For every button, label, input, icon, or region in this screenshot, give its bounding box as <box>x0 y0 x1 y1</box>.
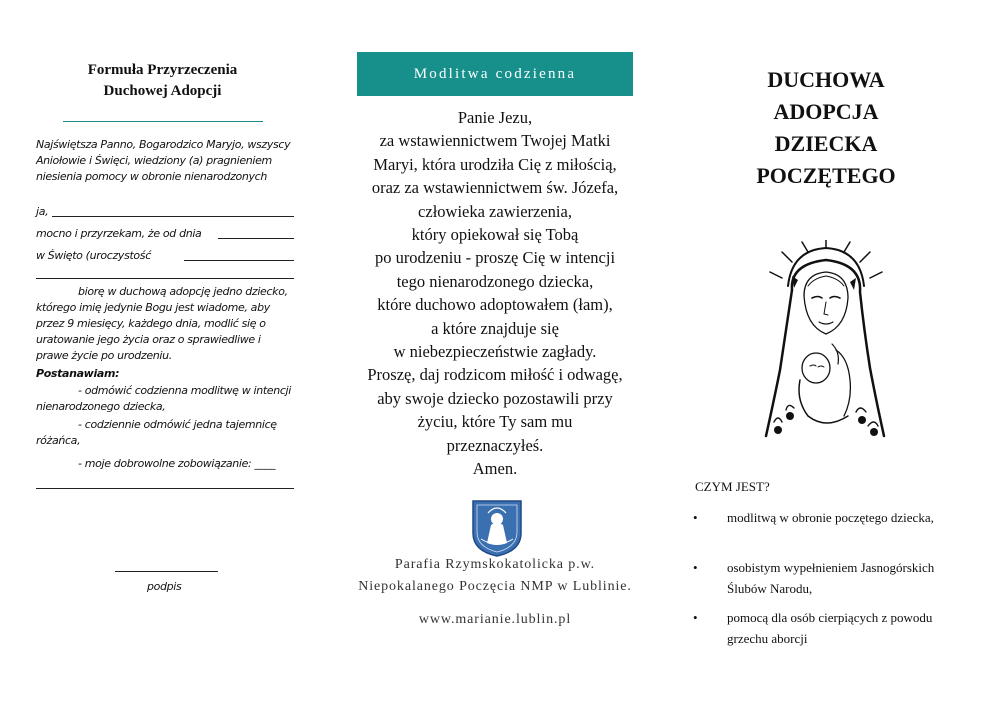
parish-logo-icon <box>471 499 523 557</box>
title-divider <box>63 121 263 122</box>
prayer-line: Proszę, daj rodzicom miłość i odwagę, <box>367 365 623 385</box>
prayer-line: przeznaczyłeś. <box>446 435 544 455</box>
prayer-line: tego nienarodzonego dziecka, <box>396 271 594 291</box>
prayer-panel <box>330 0 660 701</box>
cover-panel <box>660 0 992 701</box>
list-item <box>693 557 963 599</box>
parish-address: Niepokalanego Poczęcia NMP w Lublinie. <box>358 579 632 594</box>
list-item <box>693 507 963 549</box>
prayer-line: który opiekował się Tobą <box>411 225 579 245</box>
prayer-header: Modlitwa codzienna <box>357 52 633 96</box>
parish-name: Parafia Rzymskokatolicka p.w. <box>394 557 596 572</box>
resolution-1: - odmówić codzienna modlitwę w intencji nienarodzonego dziecka, <box>36 384 291 413</box>
name-line <box>36 204 294 220</box>
date-line <box>36 226 294 242</box>
prayer-line: oraz za wstawiennictwem św. Józefa, <box>371 178 619 198</box>
resolutions-heading-label: Postanawiam: <box>36 367 120 380</box>
prayer-line: życiu, które Ty sam mu <box>417 412 573 432</box>
list-item-text: modlitwą w obronie poczętego dziecka, <box>727 510 934 525</box>
prayer-text <box>342 106 648 481</box>
resolution-2: - codziennie odmówić jedna tajemnicę różańca, <box>36 418 277 447</box>
prayer-line: w niebezpieczeństwie zagłady. <box>393 342 597 362</box>
cover-title-line: POCZĘTEGO <box>756 163 896 188</box>
feast-line <box>36 248 294 264</box>
date-line-label: mocno i przyrzekam, że od dnia <box>36 227 202 240</box>
cover-title <box>700 64 952 192</box>
cover-title-line: ADOPCJA <box>773 99 879 124</box>
signature-line <box>115 571 218 572</box>
list-item <box>693 607 963 649</box>
signature-label: podpis <box>147 580 182 593</box>
prayer-line: a które znajduje się <box>431 318 559 338</box>
resolutions-heading <box>36 366 294 382</box>
prayer-line: Maryi, która urodziła Cię z miłością, <box>373 154 617 174</box>
pledge-title-line2: Duchowej Adopcji <box>103 83 222 99</box>
website-link[interactable]: www.marianie.lublin.pl <box>418 612 572 627</box>
prayer-line: Panie Jezu, <box>457 108 533 127</box>
blank-line <box>36 278 294 279</box>
list-item-text: pomocą dla osób cierpiących z powodu grzechu aborcji <box>727 610 933 646</box>
pledge-title <box>30 60 295 102</box>
pledge-intro: Najświętsza Panno, Bogarodzico Maryjo, wszyscy Aniołowie i Święci, wiedziony (a) pragnieniem niesienia pomocy w obronie nienarodzonych <box>36 138 291 183</box>
prayer-line: które duchowo adoptowałem (łam), <box>377 295 613 315</box>
bullet-icon: • <box>693 560 698 575</box>
bullet-icon: • <box>693 610 698 625</box>
feast-line-label: w Święto (uroczystość <box>36 249 151 262</box>
prayer-line: Amen. <box>472 459 518 479</box>
pledge-panel <box>0 0 330 701</box>
resolution-3: - moje dobrowolne zobowiązanie: ____ <box>78 457 276 470</box>
prayer-line: aby swoje dziecko pozostawili przy <box>377 388 613 408</box>
bullet-icon: • <box>693 510 698 525</box>
section-heading: CZYM JEST? <box>695 479 770 494</box>
prayer-line: człowieka zawierzenia, <box>418 201 572 221</box>
cover-title-line: DZIECKA <box>774 131 878 156</box>
pledge-body: biorę w duchową adopcję jedno dziecko, którego imię jedynie Bogu jest wiadome, aby przez 9 miesięcy, każdego dnia, modlić się o uratowanie jego życia oraz o sprawiedliwe i prawe życie po urodzeniu. <box>36 285 288 362</box>
commitment-line <box>36 488 294 489</box>
madonna-icon <box>752 240 900 440</box>
prayer-line: po urodzeniu - proszę Cię w intencji <box>374 248 616 268</box>
name-line-label: ja, <box>36 205 49 218</box>
list-item-text: osobistym wypełnieniem Jasnogórskich Ślubów Narodu, <box>727 560 935 596</box>
prayer-line: za wstawiennictwem Twojej Matki <box>379 131 611 151</box>
cover-title-line: DUCHOWA <box>767 67 885 92</box>
pledge-title-line1: Formuła Przyrzeczenia <box>87 62 238 78</box>
